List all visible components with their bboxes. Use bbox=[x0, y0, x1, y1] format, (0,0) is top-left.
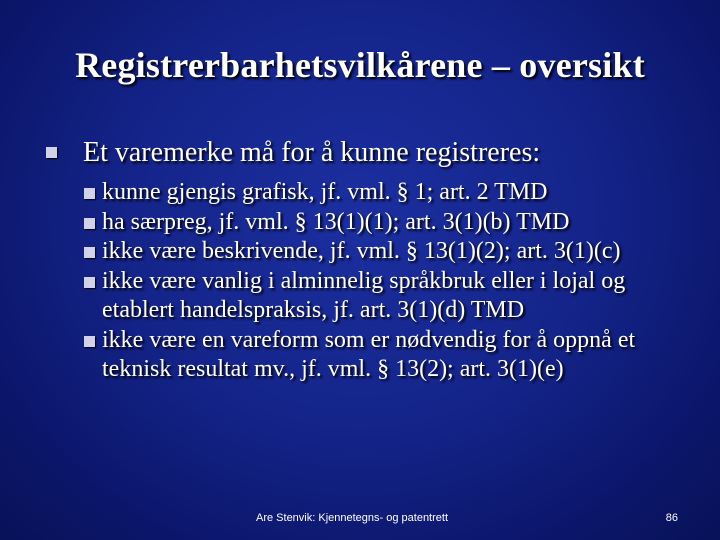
sub-bullet-item bbox=[84, 267, 694, 326]
sub-bullet-item bbox=[84, 326, 694, 385]
sub-bullet-list bbox=[84, 178, 694, 385]
square-bullet-icon bbox=[84, 247, 95, 258]
slide-title: Registrerbarhetsvilkårene – oversikt bbox=[75, 45, 645, 85]
sub-bullet-item bbox=[84, 208, 694, 238]
sub-bullet-item bbox=[84, 237, 694, 267]
sub-bullet-text: ikke være beskrivende, jf. vml. § 13(1)(2); art. 3(1)(c) bbox=[102, 238, 621, 264]
square-bullet-icon bbox=[46, 147, 57, 158]
sub-bullet-text: kunne gjengis grafisk, jf. vml. § 1; art. 2 TMD bbox=[102, 179, 548, 205]
square-bullet-icon bbox=[84, 336, 95, 347]
sub-bullet-text: ha særpreg, jf. vml. § 13(1)(1); art. 3(1)(b) TMD bbox=[102, 208, 570, 235]
sub-bullet-text: ikke være en vareform som er nødvendig for å oppnå et teknisk resultat mv., jf. vml. § 13(2); art. 3(1)(e) bbox=[102, 326, 636, 382]
square-bullet-icon bbox=[84, 218, 95, 229]
square-bullet-icon bbox=[84, 277, 95, 288]
sub-bullet-text: ikke være vanlig i alminnelig språkbruk eller i lojal og etablert handelspraksis, jf. art. 3(1)(d) TMD bbox=[102, 267, 626, 323]
square-bullet-icon bbox=[84, 188, 95, 199]
page-number: 86 bbox=[665, 512, 678, 524]
sub-bullet-item bbox=[84, 178, 694, 208]
footer-author: Are Stenvik: Kjennetegns- og patentrett bbox=[256, 512, 449, 524]
main-bullet-text: Et varemerke må for å kunne registreres: bbox=[83, 137, 541, 168]
